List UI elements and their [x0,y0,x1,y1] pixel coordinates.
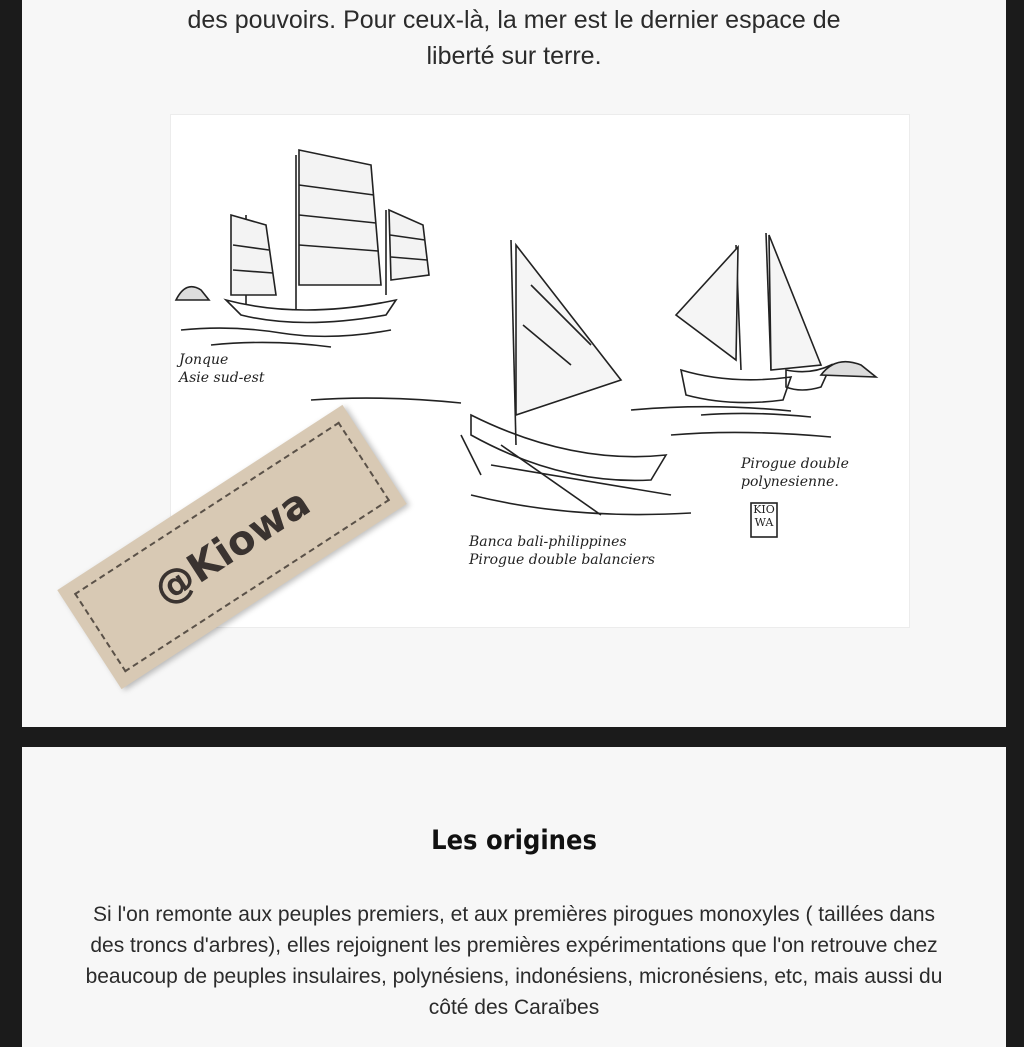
watermark-text: @Kiowa [145,479,319,615]
intro-line-2: liberté sur terre. [426,42,602,70]
artist-signature: KIO WA [753,503,775,529]
article-card-bottom [22,747,1006,1047]
caption-jonque: Jonque Asie sud-est [179,352,265,386]
intro-paragraph [22,2,1006,74]
article-card-top [22,0,1006,727]
caption-pirogue: Pirogue double polynesienne. [741,456,849,490]
section-title: Les origines [431,825,597,856]
section-body: Si l'on remonte aux peuples premiers, et aux premières pirogues monoxyles ( taillées dans des troncs d'arbres), elles rejoignent les premières expérimentations que l'on retrouve chez beaucoup de peuples insulaires, polynésiens, indonésiens, micronésiens, etc, mais aussi du côté des Caraïbes [85,903,943,1019]
intro-line-1: des pouvoirs. Pour ceux-là, la mer est le dernier espace de [187,6,841,34]
caption-banca: Banca bali-philippines Pirogue double balanciers [469,534,655,568]
